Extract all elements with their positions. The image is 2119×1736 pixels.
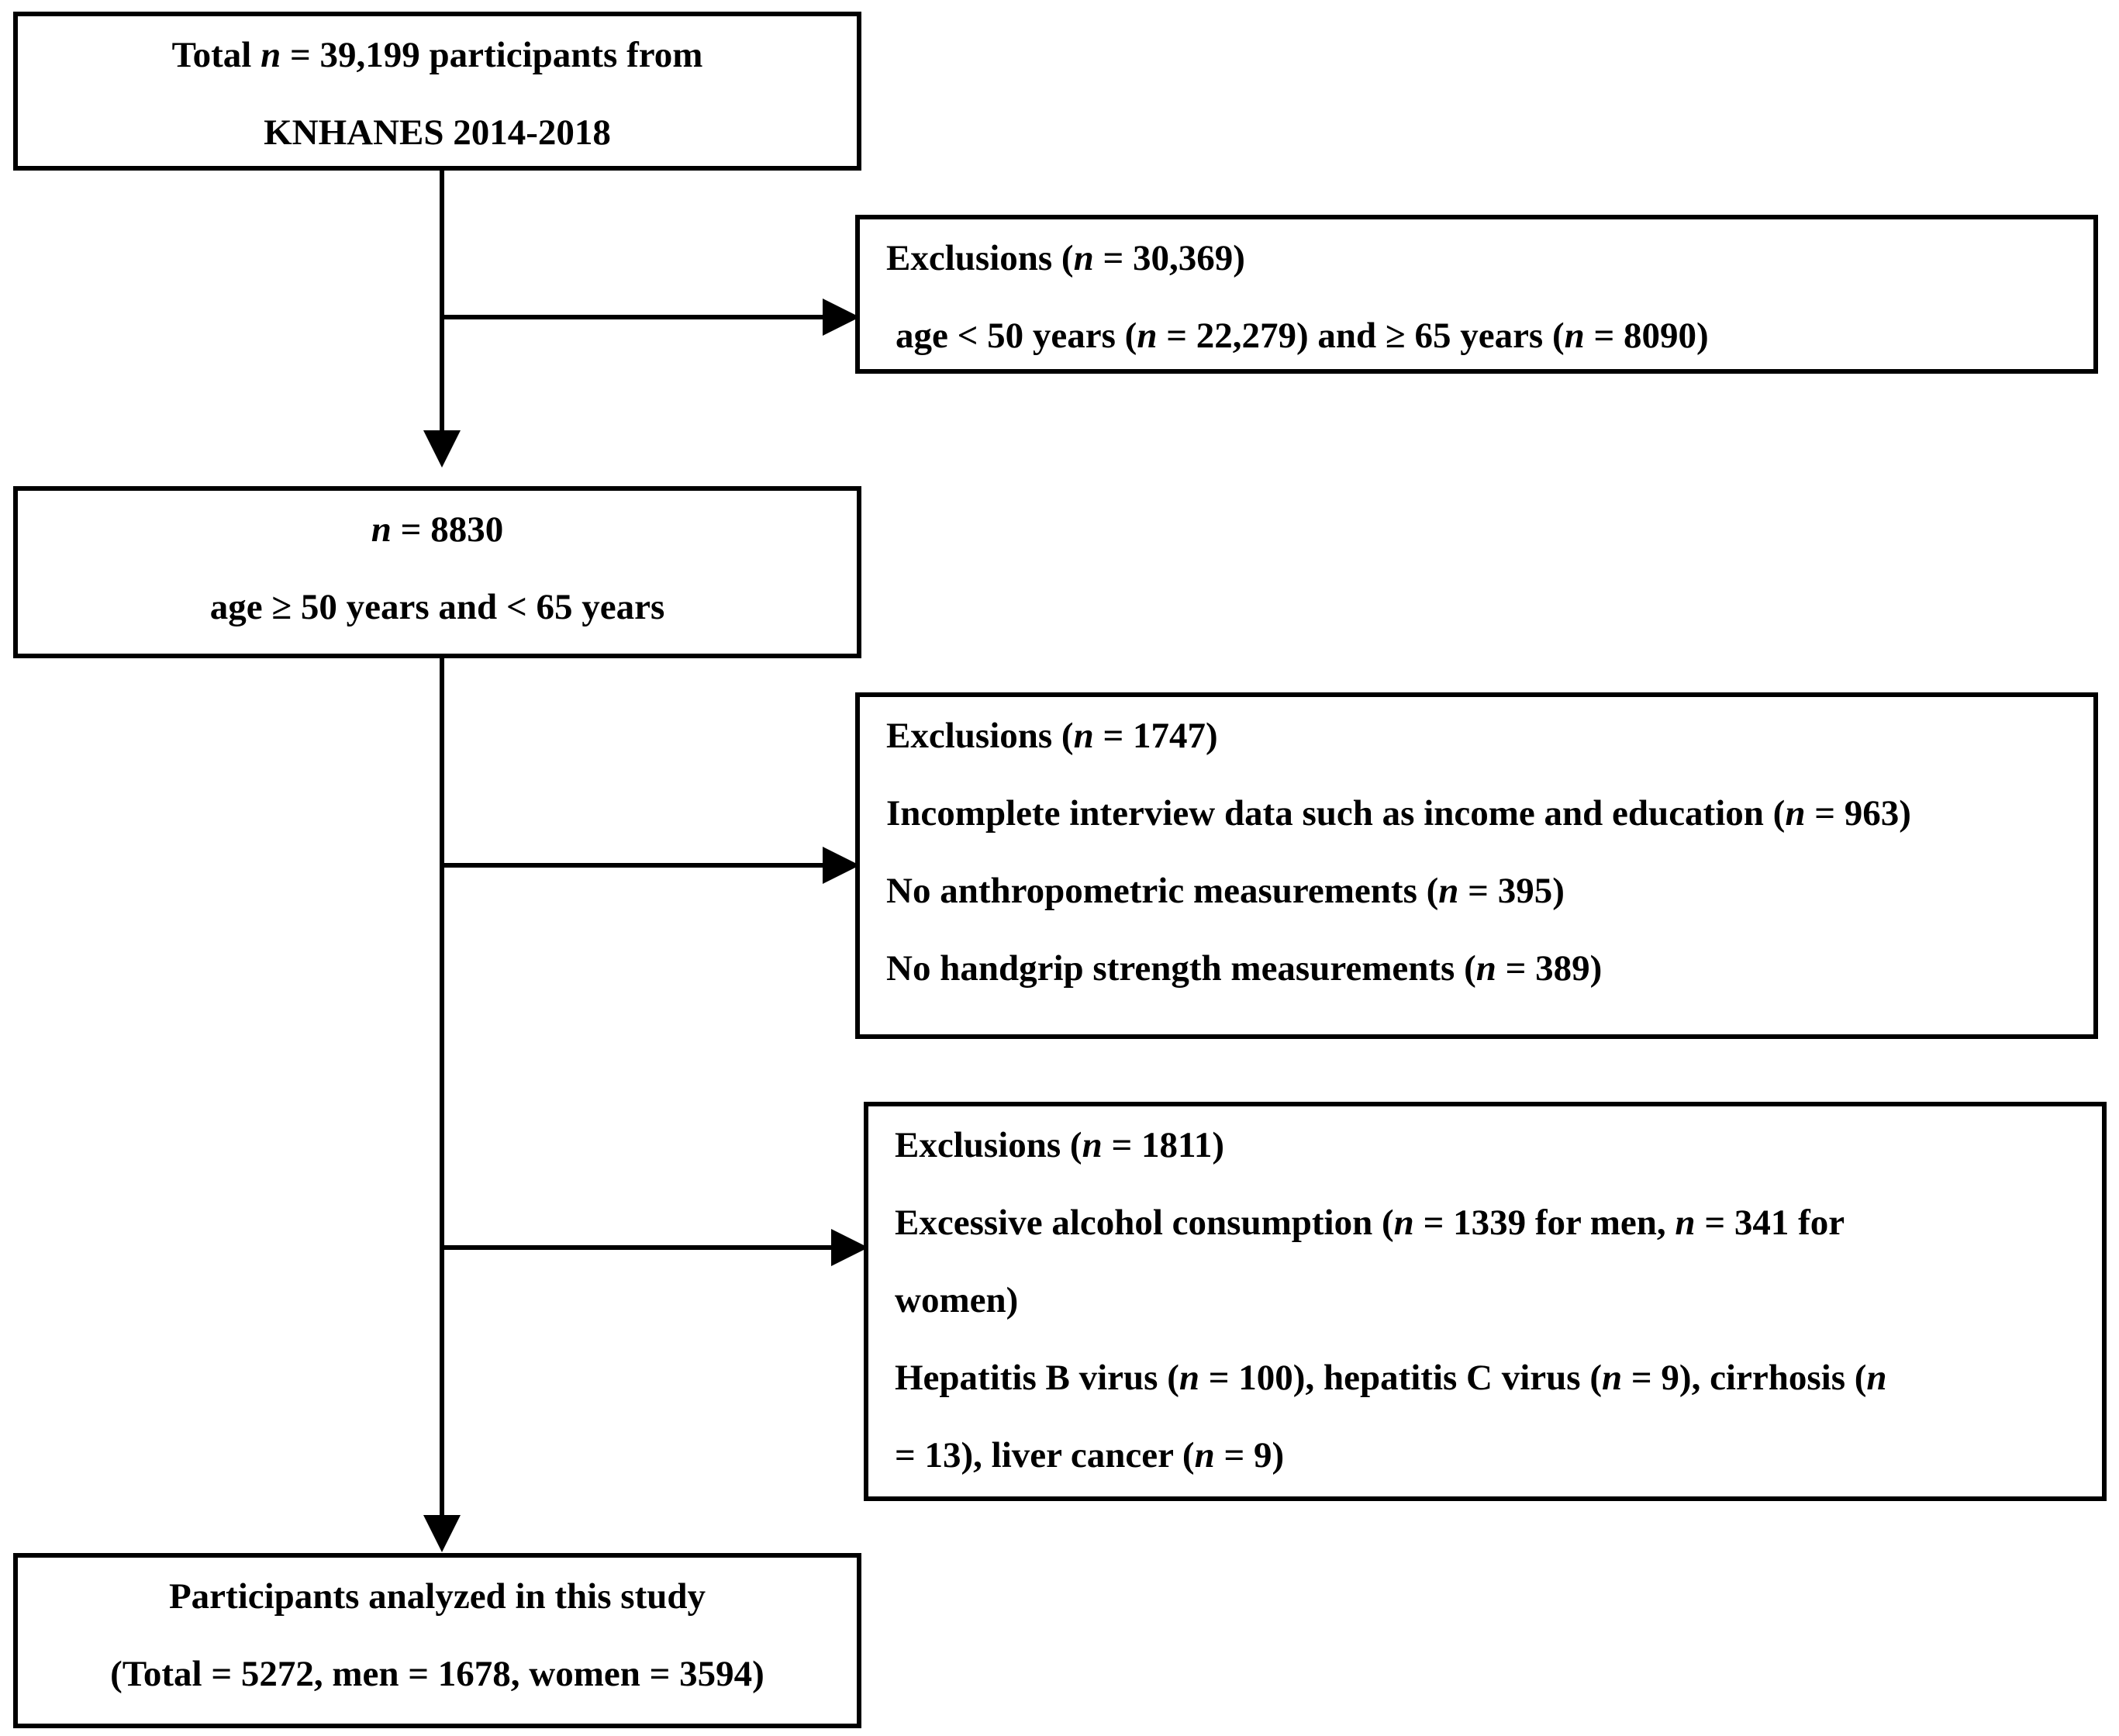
eligible-age-box xyxy=(13,486,861,658)
exclusion-no-handgrip: No handgrip strength measurements (n = 389) xyxy=(886,948,1603,989)
exclusion-missing-header: Exclusions (n = 1747) xyxy=(886,716,1218,756)
exclusion-missing-data-box xyxy=(855,692,2098,1039)
exclusion-hepatitis-line2: = 13), liver cancer (n = 9) xyxy=(895,1435,1285,1475)
exclusion-incomplete-interview: Incomplete interview data such as income and education (n = 963) xyxy=(886,793,1911,833)
exclusion-age-detail: age < 50 years (n = 22,279) and ≥ 65 years (n = 8090) xyxy=(896,316,1709,356)
eligible-age-criteria: age ≥ 50 years and < 65 years xyxy=(209,587,665,627)
exclusion-alcohol-line1: Excessive alcohol consumption (n = 1339 for men, n = 341 for xyxy=(895,1203,1845,1243)
total-participants-line2: KNHANES 2014-2018 xyxy=(264,112,611,153)
exclusion-hepatitis-line1: Hepatitis B virus (n = 100), hepatitis C virus (n = 9), cirrhosis (n xyxy=(895,1358,1887,1398)
total-participants-line1: Total n = 39,199 participants from xyxy=(171,35,703,75)
eligible-count: n = 8830 xyxy=(371,509,504,550)
final-participants-box xyxy=(13,1553,861,1728)
total-participants-box xyxy=(13,12,861,171)
exclusion-liver-alcohol-box xyxy=(864,1102,2107,1501)
final-participants-title: Participants analyzed in this study xyxy=(168,1576,706,1617)
final-participants-counts: (Total = 5272, men = 1678, women = 3594) xyxy=(110,1654,764,1694)
exclusion-liver-header: Exclusions (n = 1811) xyxy=(895,1125,1225,1165)
exclusion-alcohol-line2: women) xyxy=(895,1280,1019,1320)
exclusion-no-anthropometric: No anthropometric measurements (n = 395) xyxy=(886,871,1565,911)
exclusion-age-header: Exclusions (n = 30,369) xyxy=(886,238,1245,278)
exclusion-age-box xyxy=(855,215,2098,374)
